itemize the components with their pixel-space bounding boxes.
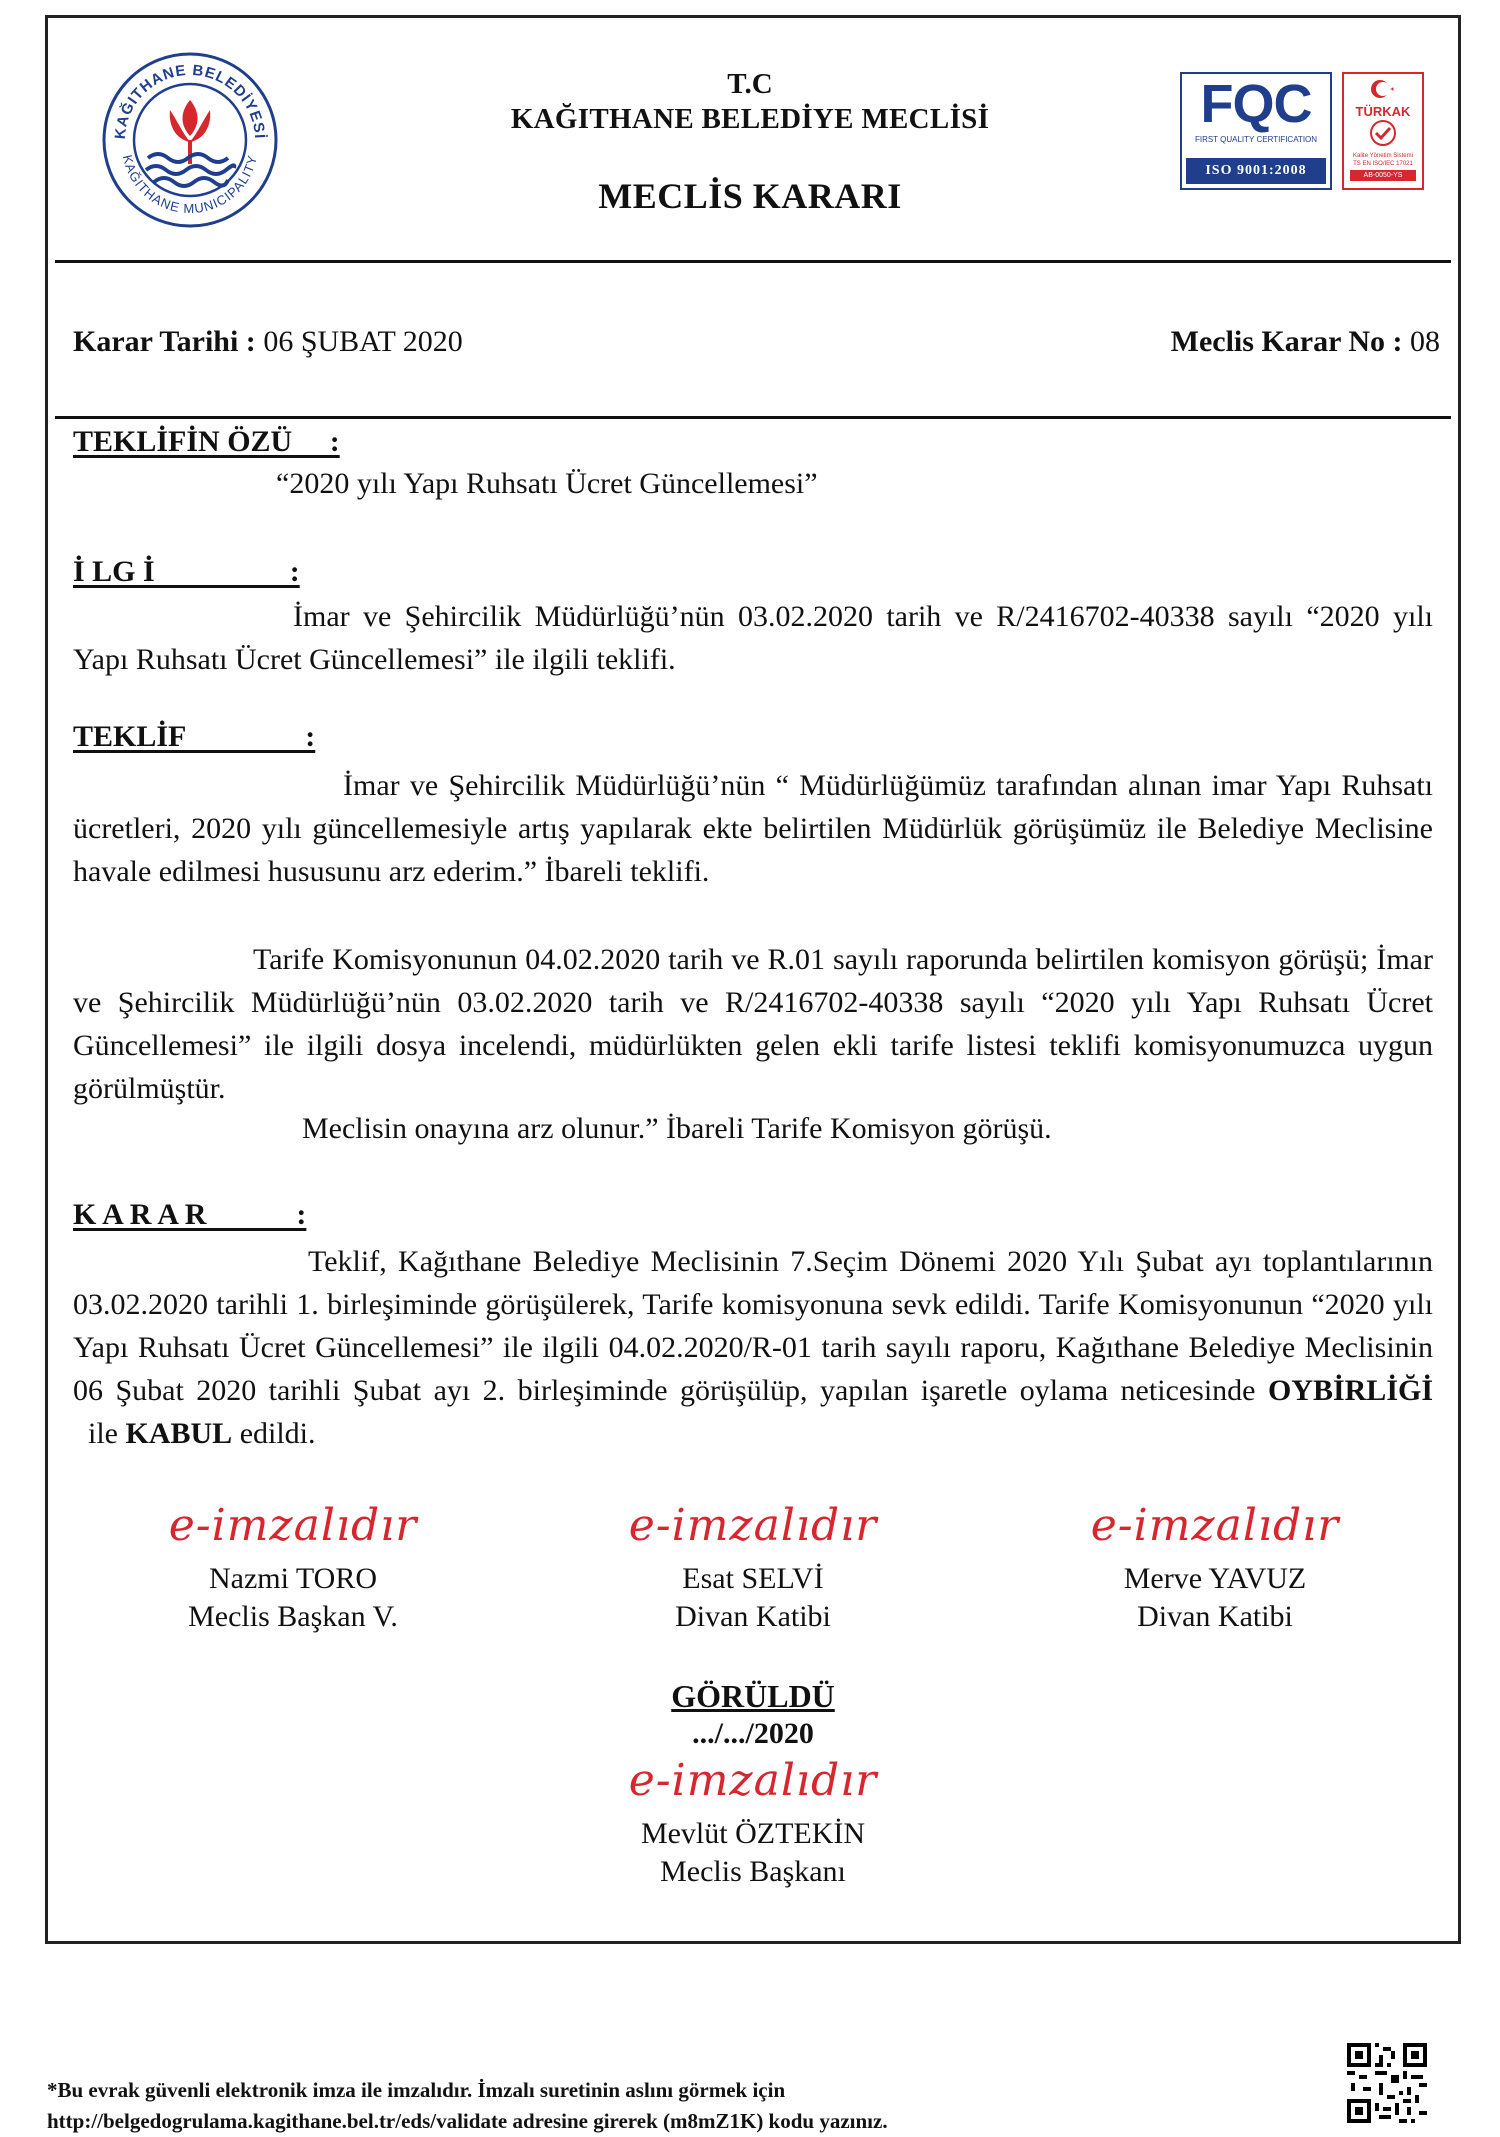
decision-number-label: Meclis Karar No :	[1170, 325, 1403, 358]
signatory-2	[563, 1560, 943, 1636]
karar-heading: K A R A R :	[73, 1198, 307, 1231]
header-divider	[55, 260, 1451, 263]
turkak-code: AB-0050-YS	[1350, 170, 1416, 181]
signatory-1	[103, 1560, 483, 1636]
turkak-line1: Kalite Yönetim Sistemi	[1353, 153, 1413, 159]
verification-line-2: http://belgedogrulama.kagithane.bel.tr/eds/validate adresine girerek (m8mZ1K) kodu yazınız.	[47, 2109, 888, 2133]
esignature-3: e-imzalıdır	[1090, 1500, 1340, 1551]
crescent-star-icon	[1368, 78, 1398, 100]
turkak-line2: TS EN ISO/IEC 17021	[1353, 161, 1413, 167]
decision-number	[1171, 325, 1440, 359]
ilgi-text: İmar ve Şehircilik Müdürlüğü’nün 03.02.2020 tarih ve R/2416702-40338 sayılı “2020 yılı Yapı Ruhsatı Ücret Güncellemesi” ile ilgili teklifi.	[73, 600, 1433, 676]
ilgi-heading: İ LG İ :	[73, 555, 300, 588]
signatory-2-name: Esat SELVİ	[682, 1562, 824, 1595]
approval-label: GÖRÜLDÜ	[671, 1678, 835, 1714]
svg-text:KAĞITHANE MUNICIPALITY: KAĞITHANE MUNICIPALITY	[119, 153, 261, 217]
approval-date: .../.../2020	[692, 1717, 814, 1750]
svg-text:KAĞITHANE BELEDİYESİ: KAĞITHANE BELEDİYESİ	[111, 61, 269, 140]
ozu-text: “2020 yılı Yapı Ruhsatı Ücret Güncellemesi”	[276, 467, 818, 500]
teklif-heading: TEKLİF :	[73, 720, 316, 753]
decision-date	[73, 325, 463, 359]
approval-title: Meclis Başkanı	[660, 1855, 846, 1888]
fqc-subtitle: FIRST QUALITY CERTIFICATION	[1194, 135, 1318, 144]
signatory-2-title: Divan Katibi	[675, 1600, 831, 1633]
turkak-title: TÜRKAK	[1355, 104, 1411, 119]
signatory-3	[1025, 1560, 1405, 1636]
signatory-1-title: Meclis Başkan V.	[188, 1600, 398, 1633]
esignature-2: e-imzalıdır	[628, 1500, 878, 1551]
document-title: MECLİS KARARI	[598, 176, 902, 216]
teklif-text: İmar ve Şehircilik Müdürlüğü’nün “ Müdürlüğümüz tarafından alınan imar Yapı Ruhsatı ücretleri, 2020 yılı güncellemesiyle artış yapılarak ekte belirtilen Müdürlük görüşümüz ile Belediye Meclisine havale edilmesi hususunu arz ederim.” İbareli teklifi.	[73, 769, 1433, 888]
karar-bold-oybirligi: OYBİRLİĞİ	[1267, 1374, 1433, 1407]
meta-divider	[55, 416, 1451, 419]
karar-bold-kabul: KABUL	[125, 1417, 233, 1450]
turkak-accreditation-logo	[1342, 72, 1424, 190]
fqc-certification-logo	[1180, 72, 1332, 190]
verification-line-1: *Bu evrak güvenli elektronik imza ile imzalıdır. İmzalı suretinin aslını görmek için	[47, 2078, 786, 2102]
approval-esignature: e-imzalıdır	[628, 1755, 878, 1806]
komisyon-text: Tarife Komisyonunun 04.02.2020 tarih ve R.01 sayılı raporunda belirtilen komisyon görüşü; İmar ve Şehircilik Müdürlüğü’nün 03.02.2020 tarih ve R/2416702-40338 sayılı “2020 yılı Yapı Ruhsatı Ücret Güncellemesi” ile ilgili dosya incelendi, müdürlükten gelen ekli tarife listesi teklifi komisyonumuzca uygun görülmüştür.	[73, 943, 1433, 1105]
qr-code-icon	[1347, 2043, 1427, 2123]
decision-number-value: 08	[1410, 325, 1440, 358]
ozu-heading: TEKLİFİN ÖZÜ :	[73, 425, 340, 458]
karar-text	[73, 1240, 1433, 1455]
signatory-1-name: Nazmi TORO	[208, 1562, 378, 1595]
approval-signatory	[563, 1815, 943, 1891]
signatory-3-name: Merve YAVUZ	[1123, 1562, 1307, 1595]
decision-date-label: Karar Tarihi :	[73, 325, 256, 358]
decision-date-value: 06 ŞUBAT 2020	[263, 325, 463, 358]
esignature-1: e-imzalıdır	[168, 1500, 418, 1551]
komisyon-closing: Meclisin onayına arz olunur.” İbareli Tarife Komisyon görüşü.	[302, 1112, 1052, 1145]
approval-name: Mevlüt ÖZTEKİN	[640, 1817, 866, 1850]
tc-heading: T.C	[727, 68, 773, 100]
municipality-logo	[100, 50, 280, 230]
council-heading: KAĞITHANE BELEDİYE MECLİSİ	[510, 103, 990, 135]
approval-block	[563, 1677, 943, 1753]
karar-text-2: ile	[73, 1417, 126, 1450]
fqc-brand: FQC	[1200, 74, 1312, 134]
verification-note	[47, 2075, 888, 2137]
checkmark-icon	[1366, 119, 1400, 147]
signatory-3-title: Divan Katibi	[1137, 1600, 1293, 1633]
karar-text-1: Teklif, Kağıthane Belediye Meclisinin 7.Seçim Dönemi 2020 Yılı Şubat ayı toplantılarının 03.02.2020 tarihli 1. birleşiminde görüşülerek, Tarife komisyonuna sevk edildi. Tarife Komisyonunun “2020 yılı Yapı Ruhsatı Ücret Güncellemesi” ile ilgili 04.02.2020/R-01 tarih sayılı raporu, Kağıthane Belediye Meclisinin 06 Şubat 2020 tarihli Şubat ayı 2. birleşiminde görüşülüp, yapılan işaretle oylama neticesinde	[73, 1245, 1433, 1407]
iso-label: ISO 9001:2008	[1186, 158, 1326, 184]
karar-text-3: edildi.	[232, 1417, 316, 1450]
